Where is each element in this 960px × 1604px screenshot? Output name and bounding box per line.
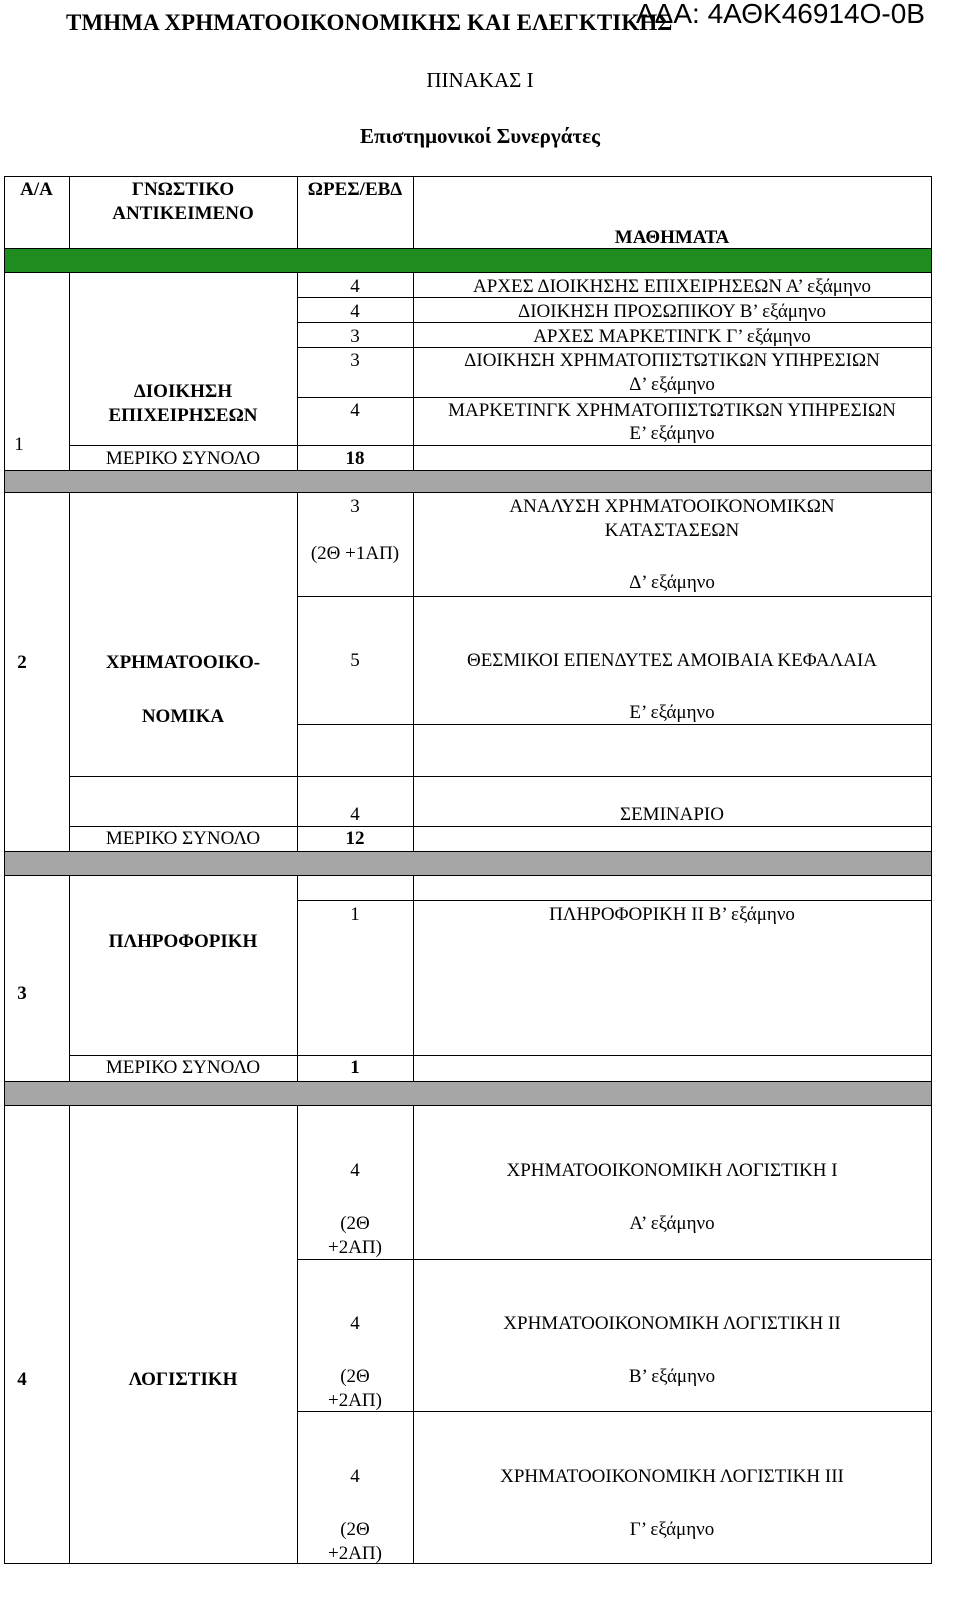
section-2-row-2-semester: Ε’ εξάμηνο bbox=[629, 702, 715, 723]
section-1-row-2-hours: 4 bbox=[350, 301, 360, 322]
section-2-row-1-semester: Δ’ εξάμηνο bbox=[629, 572, 715, 593]
section-4-row-2-note-line2: +2ΑΠ) bbox=[328, 1390, 382, 1411]
section-2-row-2-course: ΘΕΣΜΙΚΟΙ ΕΠΕΝΔΥΤΕΣ ΑΜΟΙΒΑΙΑ ΚΕΦΑΛΑΙΑ bbox=[466, 650, 877, 671]
section-1-row-3-hours: 3 bbox=[350, 326, 360, 347]
section-2-subtotal-label: ΜΕΡΙΚΟ ΣΥΝΟΛΟ bbox=[105, 828, 261, 849]
section-3-row-1-hours: 1 bbox=[350, 904, 360, 925]
table-title: ΠΙΝΑΚΑΣ Ι bbox=[426, 68, 534, 92]
section-3-number: 3 bbox=[17, 983, 27, 1004]
section-4-row-3-hours: 4 bbox=[350, 1466, 360, 1487]
gray-band-3 bbox=[4, 1081, 931, 1105]
section-3-name: ΠΛΗΡΟΦΟΡΙΚΗ bbox=[108, 931, 258, 952]
section-2-row-1-hours: 3 bbox=[350, 496, 360, 517]
col-header-subject-line2: ΑΝΤΙΚΕΙΜΕΝΟ bbox=[112, 203, 254, 224]
col-header-courses: ΜΑΘΗΜΑΤΑ bbox=[614, 227, 730, 248]
section-1-row-5-hours: 4 bbox=[350, 400, 360, 421]
section-2-name-line2: ΝΟΜΙΚΑ bbox=[141, 706, 225, 727]
section-2-name-line1: ΧΡΗΜΑΤΟΟΙΚΟ- bbox=[105, 652, 261, 673]
section-2-row-3-course: ΣΕΜΙΝΑΡΙΟ bbox=[620, 804, 724, 825]
section-4-row-2-note-line1: (2Θ bbox=[340, 1366, 370, 1387]
section-4-row-3-semester: Γ’ εξάμηνο bbox=[629, 1519, 715, 1540]
section-2-row-3-hours: 4 bbox=[350, 804, 360, 825]
section-4-name: ΛΟΓΙΣΤΙΚΗ bbox=[128, 1369, 238, 1390]
section-1-number: 1 bbox=[14, 434, 24, 455]
section-4-row-1-hours: 4 bbox=[350, 1160, 360, 1181]
section-4-number: 4 bbox=[17, 1369, 27, 1390]
section-2-subtotal-value: 12 bbox=[345, 828, 365, 849]
section-1-row-3-course: ΑΡΧΕΣ ΜΑΡΚΕΤΙΝΓΚ Γ’ εξάμηνο bbox=[533, 326, 811, 347]
section-1-row-4-hours: 3 bbox=[350, 350, 360, 371]
section-4-row-1-note-line1: (2Θ bbox=[340, 1213, 370, 1234]
section-2-row-2-hours: 5 bbox=[350, 650, 360, 671]
section-1-name-line2: ΕΠΙΧΕΙΡΗΣΕΩΝ bbox=[108, 405, 258, 426]
col-header-hours: ΩΡΕΣ/ΕΒΔ bbox=[307, 179, 403, 200]
gray-band-2 bbox=[4, 851, 931, 875]
section-4-row-3-note-line1: (2Θ bbox=[340, 1519, 370, 1540]
section-2-row-1-course-line2: ΚΑΤΑΣΤΑΣΕΩΝ bbox=[604, 520, 740, 541]
section-4-row-1-semester: Α’ εξάμηνο bbox=[629, 1213, 715, 1234]
section-1-row-4-course: ΔΙΟΙΚΗΣΗ ΧΡΗΜΑΤΟΠΙΣΤΩΤΙΚΩΝ ΥΠΗΡΕΣΙΩΝ bbox=[464, 350, 880, 371]
section-1-subtotal-label: ΜΕΡΙΚΟ ΣΥΝΟΛΟ bbox=[105, 448, 261, 469]
section-4-row-2-hours: 4 bbox=[350, 1313, 360, 1334]
section-3-subtotal-value: 1 bbox=[350, 1057, 360, 1078]
section-4-row-3-note-line2: +2ΑΠ) bbox=[328, 1543, 382, 1564]
section-1-subtotal-value: 18 bbox=[345, 448, 365, 469]
section-1-row-4-semester: Δ’ εξάμηνο bbox=[629, 374, 715, 395]
section-1-row-5-semester: Ε’ εξάμηνο bbox=[629, 423, 715, 444]
section-4-row-1-note-line2: +2ΑΠ) bbox=[328, 1237, 382, 1258]
col-header-aa: Α/Α bbox=[20, 179, 53, 200]
section-2-row-1-course-line1: ΑΝΑΛΥΣΗ ΧΡΗΜΑΤΟΟΙΚΟΝΟΜΙΚΩΝ bbox=[509, 496, 835, 517]
gray-band-1 bbox=[4, 470, 931, 492]
section-4-row-3-course: ΧΡΗΜΑΤΟΟΙΚΟΝΟΜΙΚΗ ΛΟΓΙΣΤΙΚΗ ΙΙΙ bbox=[500, 1466, 844, 1487]
section-3-row-1-course: ΠΛΗΡΟΦΟΡΙΚΗ ΙΙ Β’ εξάμηνο bbox=[549, 904, 795, 925]
section-3-subtotal-label: ΜΕΡΙΚΟ ΣΥΝΟΛΟ bbox=[105, 1057, 261, 1078]
section-4-row-2-semester: Β’ εξάμηνο bbox=[628, 1366, 716, 1387]
col-header-subject-line1: ΓΝΩΣΤΙΚΟ bbox=[131, 179, 235, 200]
section-1-row-1-course: ΑΡΧΕΣ ΔΙΟΙΚΗΣΗΣ ΕΠΙΧΕΙΡΗΣΕΩΝ Α’ εξάμηνο bbox=[472, 276, 872, 297]
section-1-row-2-course: ΔΙΟΙΚΗΣΗ ΠΡΟΣΩΠΙΚΟΥ Β’ εξάμηνο bbox=[517, 301, 826, 322]
section-2-number: 2 bbox=[17, 652, 27, 673]
section-1-name-line1: ΔΙΟΙΚΗΣΗ bbox=[133, 381, 233, 402]
department-title: ΤΜΗΜΑ ΧΡΗΜΑΤΟΟΙΚΟΝΟΜΙΚΗΣ ΚΑΙ ΕΛΕΓΚΤΙΚΗΣ bbox=[66, 10, 673, 35]
ada-code: ΑΔΑ: 4ΑΘΚ46914Ο-0Β bbox=[636, 0, 925, 29]
section-2-row-1-hours-note: (2Θ +1ΑΠ) bbox=[310, 543, 400, 564]
table-subtitle: Επιστημονικοί Συνεργάτες bbox=[360, 124, 600, 148]
section-1-row-1-hours: 4 bbox=[350, 276, 360, 297]
green-band bbox=[4, 248, 931, 272]
section-4-row-1-course: ΧΡΗΜΑΤΟΟΙΚΟΝΟΜΙΚΗ ΛΟΓΙΣΤΙΚΗ Ι bbox=[506, 1160, 838, 1181]
section-1-row-5-course: ΜΑΡΚΕΤΙΝΓΚ ΧΡΗΜΑΤΟΠΙΣΤΩΤΙΚΩΝ ΥΠΗΡΕΣΙΩΝ bbox=[448, 400, 896, 421]
section-4-row-2-course: ΧΡΗΜΑΤΟΟΙΚΟΝΟΜΙΚΗ ΛΟΓΙΣΤΙΚΗ ΙΙ bbox=[503, 1313, 841, 1334]
